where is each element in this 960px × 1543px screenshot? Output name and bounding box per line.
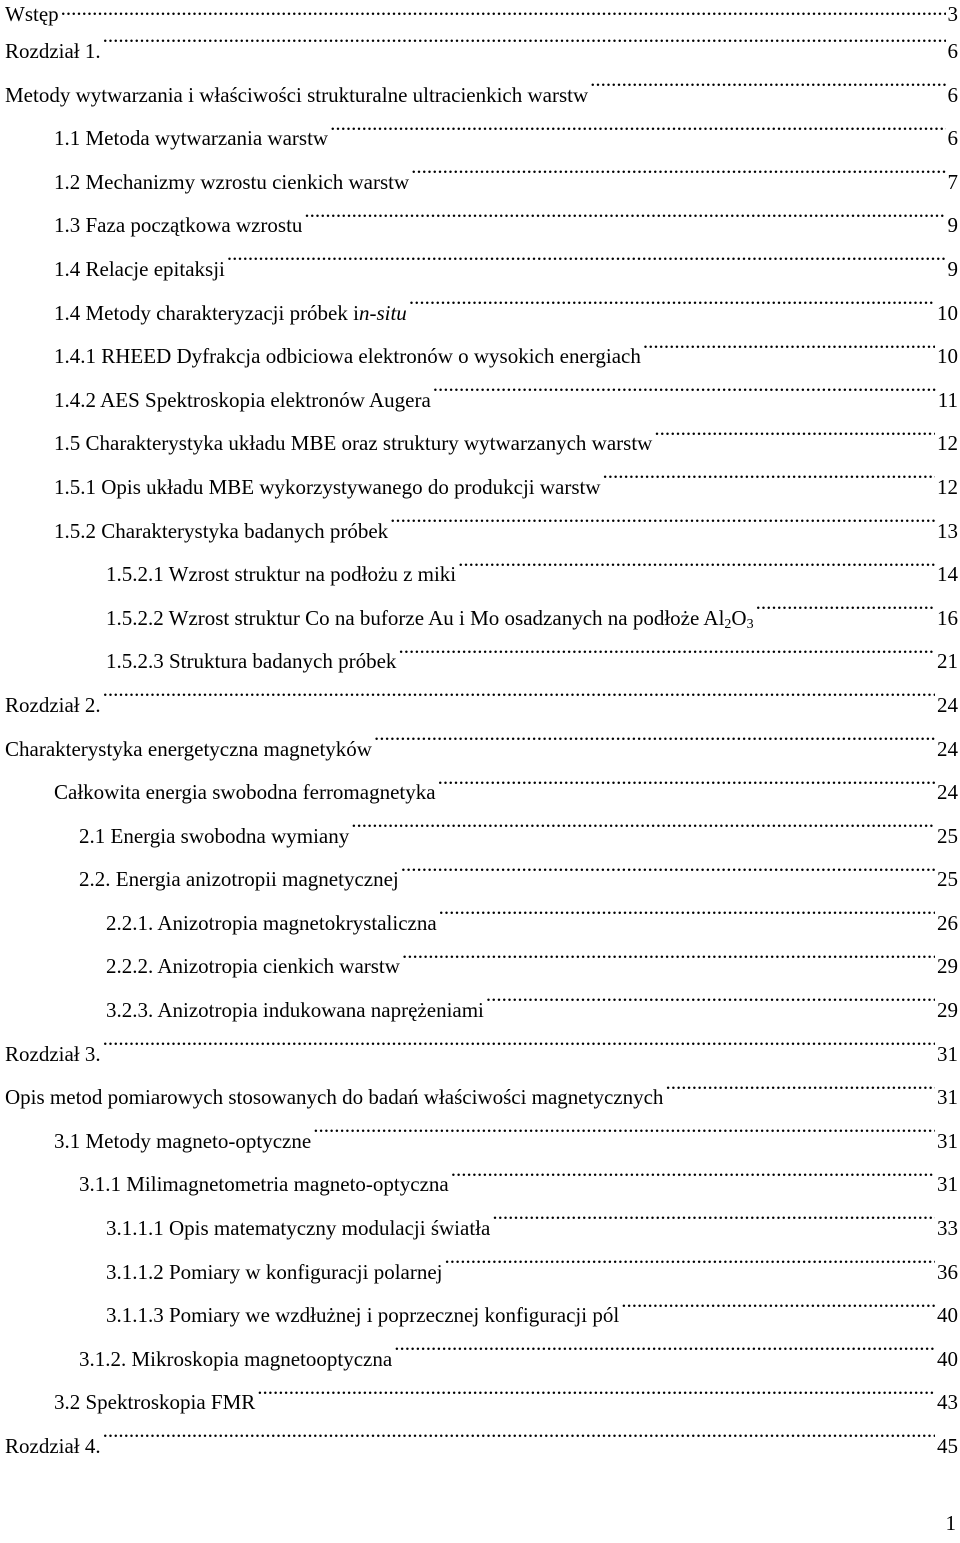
toc-entry-title: 1.5.2.3 Struktura badanych próbek <box>106 649 397 674</box>
toc-dot-leader <box>433 386 936 407</box>
toc-dot-leader <box>401 865 935 886</box>
toc-entry[interactable] <box>0 292 960 336</box>
toc-entry-page: 31 <box>937 1128 958 1153</box>
toc-entry-title: 1.4.1 RHEED Dyfrakcja odbiciowa elektronów o wysokich energiach <box>54 344 641 369</box>
toc-dot-leader <box>374 735 935 756</box>
toc-entry-page: 10 <box>937 300 958 325</box>
toc-entry-title: 3.1.2. Mikroskopia magnetooptyczna <box>79 1346 393 1371</box>
toc-entry[interactable] <box>0 815 960 859</box>
toc-entry[interactable] <box>0 640 960 684</box>
toc-entry-title: 1.5.2.1 Wzrost struktur na podłożu z miki <box>106 562 457 587</box>
toc-entry-page: 25 <box>937 867 958 892</box>
page-number: 1 <box>945 1511 956 1535</box>
toc-dot-leader <box>103 691 935 712</box>
toc-entry-title: Metody wytwarzania i właściwości strukturalne ultracienkich warstw <box>5 82 589 107</box>
toc-dot-leader <box>227 255 946 276</box>
toc-entry-title: 1.5.1 Opis układu MBE wykorzystywanego do produkcji warstw <box>54 474 601 499</box>
toc-dot-leader <box>103 1432 935 1453</box>
toc-entry-page: 24 <box>937 780 958 805</box>
toc-dot-leader <box>103 1040 935 1061</box>
toc-entry[interactable] <box>0 117 960 161</box>
toc-entry-title-text: 1.5.2.2 Wzrost struktur Co na buforze Au i Mo osadzanych na podłoże Al <box>106 605 725 630</box>
toc-dot-leader <box>756 604 935 625</box>
toc-entry-title: 1.5 Charakterystyka układu MBE oraz struktury wytwarzanych warstw <box>54 431 653 456</box>
toc-entry-title: 3.2.3. Anizotropia indukowana naprężeniami <box>106 998 484 1023</box>
toc-entry-title: 3.1.1 Milimagnetometria magneto-optyczna <box>79 1172 449 1197</box>
toc-entry-title: Rozdział 2. <box>5 692 101 717</box>
toc-entry-page: 14 <box>937 562 958 587</box>
toc-entry[interactable] <box>0 510 960 554</box>
toc-entry[interactable] <box>0 1338 960 1382</box>
toc-entry-page: 3 <box>947 2 958 26</box>
toc-dot-leader <box>451 1170 935 1191</box>
toc-entry[interactable] <box>0 379 960 423</box>
toc-entry-title: 3.2 Spektroskopia FMR <box>54 1390 256 1415</box>
toc-dot-leader <box>590 81 945 102</box>
toc-entry-title: 2.2.1. Anizotropia magnetokrystaliczna <box>106 910 437 935</box>
toc-entry-title: 3.1 Metody magneto-optyczne <box>54 1128 312 1153</box>
toc-entry-title: 2.2. Energia anizotropii magnetycznej <box>79 867 399 892</box>
toc-dot-leader <box>304 211 945 232</box>
toc-entry[interactable] <box>0 597 960 641</box>
toc-entry-page: 45 <box>937 1434 958 1458</box>
toc-entry-page: 25 <box>937 823 958 848</box>
toc-entry-page: 24 <box>937 736 958 761</box>
toc-dot-leader <box>402 952 935 973</box>
toc-entry[interactable] <box>0 728 960 772</box>
toc-entry[interactable] <box>0 1076 960 1120</box>
toc-entry-page: 36 <box>937 1259 958 1284</box>
toc-entry[interactable] <box>0 1381 960 1425</box>
toc-entry[interactable] <box>0 248 960 292</box>
toc-entry[interactable] <box>0 30 960 74</box>
toc-entry-page: 31 <box>937 1085 958 1110</box>
toc-entry[interactable] <box>0 1033 960 1077</box>
toc-entry[interactable] <box>0 771 960 815</box>
toc-entry-page: 31 <box>937 1041 958 1066</box>
toc-entry-title <box>54 292 407 336</box>
toc-entry-page: 31 <box>937 1172 958 1197</box>
toc-entry-page: 12 <box>937 474 958 499</box>
toc-entry-page: 9 <box>947 256 958 281</box>
toc-dot-leader <box>439 909 935 930</box>
toc-dot-leader <box>411 168 945 189</box>
toc-dot-leader <box>351 822 935 843</box>
toc-entry-page: 40 <box>937 1346 958 1371</box>
toc-entry-page: 43 <box>937 1390 958 1415</box>
toc-entry-title: 1.4 Relacje epitaksji <box>54 256 225 281</box>
toc-entry-page: 6 <box>947 82 958 107</box>
toc-dot-leader <box>621 1301 935 1322</box>
toc-entry-title: 1.4.2 AES Spektroskopia elektronów Augera <box>54 387 431 412</box>
toc-entry-title: Całkowita energia swobodna ferromagnetyka <box>54 780 436 805</box>
subscript: 3 <box>746 616 754 632</box>
toc-entry-page: 6 <box>947 126 958 151</box>
toc-dot-leader <box>257 1388 935 1409</box>
toc-entry-page: 10 <box>937 344 958 369</box>
toc-dot-leader <box>61 0 946 21</box>
toc-entry-title: 2.2.2. Anizotropia cienkich warstw <box>106 954 400 979</box>
toc-entry-title: Wstęp <box>5 2 59 26</box>
toc-entry-title <box>106 597 754 641</box>
toc-dot-leader <box>398 647 935 668</box>
toc-entry-title-text: O <box>731 605 747 630</box>
toc-entry[interactable] <box>0 0 960 30</box>
toc-entry-title: Opis metod pomiarowych stosowanych do badań właściwości magnetycznych <box>5 1085 664 1110</box>
toc-entry-page: 24 <box>937 692 958 717</box>
toc-entry[interactable] <box>0 684 960 728</box>
toc-entry-page: 40 <box>937 1303 958 1328</box>
toc-entry[interactable] <box>0 1120 960 1164</box>
toc-dot-leader <box>445 1258 935 1279</box>
toc-entry-page: 29 <box>937 998 958 1023</box>
toc-entry-page: 9 <box>947 213 958 238</box>
toc-dot-leader <box>390 517 935 538</box>
toc-entry[interactable] <box>0 466 960 510</box>
toc-entry[interactable] <box>0 1163 960 1207</box>
toc-dot-leader <box>654 429 935 450</box>
toc-dot-leader <box>394 1345 935 1366</box>
toc-entry[interactable] <box>0 335 960 379</box>
toc-entry[interactable] <box>0 422 960 466</box>
toc-entry[interactable] <box>0 902 960 946</box>
subscript: 2 <box>724 616 732 632</box>
toc-entry-title: Rozdział 1. <box>5 39 101 63</box>
toc-entry-title: 3.1.1.1 Opis matematyczny modulacji światła <box>106 1216 491 1241</box>
toc-entry-page: 7 <box>947 169 958 194</box>
toc-entry[interactable] <box>0 553 960 597</box>
toc-dot-leader <box>603 473 935 494</box>
toc-entry[interactable] <box>0 858 960 902</box>
toc-dot-leader <box>330 124 945 145</box>
toc-entry[interactable] <box>0 161 960 205</box>
toc-entry-title: 1.5.2 Charakterystyka badanych próbek <box>54 518 389 543</box>
toc-entry-title: Rozdział 3. <box>5 1041 101 1066</box>
toc-entry-page: 21 <box>937 649 958 674</box>
toc-entry[interactable] <box>0 989 960 1033</box>
toc-entry-title: 1.2 Mechanizmy wzrostu cienkich warstw <box>54 169 410 194</box>
toc-entry-title: 2.1 Energia swobodna wymiany <box>79 823 350 848</box>
toc-dot-leader <box>492 1214 935 1235</box>
toc-dot-leader <box>409 299 935 320</box>
toc-entry-page: 13 <box>937 518 958 543</box>
toc-entry-page: 12 <box>937 431 958 456</box>
toc-dot-leader <box>438 778 935 799</box>
toc-entry[interactable] <box>0 1425 960 1469</box>
toc-dot-leader <box>458 560 935 581</box>
toc-entry-title: 3.1.1.2 Pomiary w konfiguracji polarnej <box>106 1259 443 1284</box>
toc-entry-page: 29 <box>937 954 958 979</box>
toc-entry-title: Rozdział 4. <box>5 1434 101 1458</box>
toc-entry[interactable] <box>0 204 960 248</box>
toc-entry[interactable] <box>0 1207 960 1251</box>
toc-entry[interactable] <box>0 945 960 989</box>
toc-dot-leader <box>103 37 946 58</box>
toc-entry-title: 1.3 Faza początkowa wzrostu <box>54 213 303 238</box>
toc-entry-page: 26 <box>937 910 958 935</box>
toc-entry-title-italic: n-situ <box>358 300 407 325</box>
toc-entry-page: 11 <box>937 387 958 412</box>
toc-dot-leader <box>313 1127 935 1148</box>
toc-entry-title-text: 1.4 Metody charakteryzacji próbek i <box>54 300 359 325</box>
toc-entry-page: 16 <box>937 605 958 630</box>
toc-entry-page: 6 <box>947 39 958 63</box>
toc-entry[interactable] <box>0 74 960 118</box>
toc-entry[interactable] <box>0 1294 960 1338</box>
toc-entry-title: 1.1 Metoda wytwarzania warstw <box>54 126 329 151</box>
toc-entry-page: 33 <box>937 1216 958 1241</box>
toc-dot-leader <box>665 1083 935 1104</box>
toc-entry[interactable] <box>0 1251 960 1295</box>
toc-dot-leader <box>643 342 935 363</box>
toc-entry-title: Charakterystyka energetyczna magnetyków <box>5 736 372 761</box>
toc-dot-leader <box>486 996 935 1017</box>
toc-entry-title: 3.1.1.3 Pomiary we wzdłużnej i poprzecznej konfiguracji pól <box>106 1303 620 1328</box>
